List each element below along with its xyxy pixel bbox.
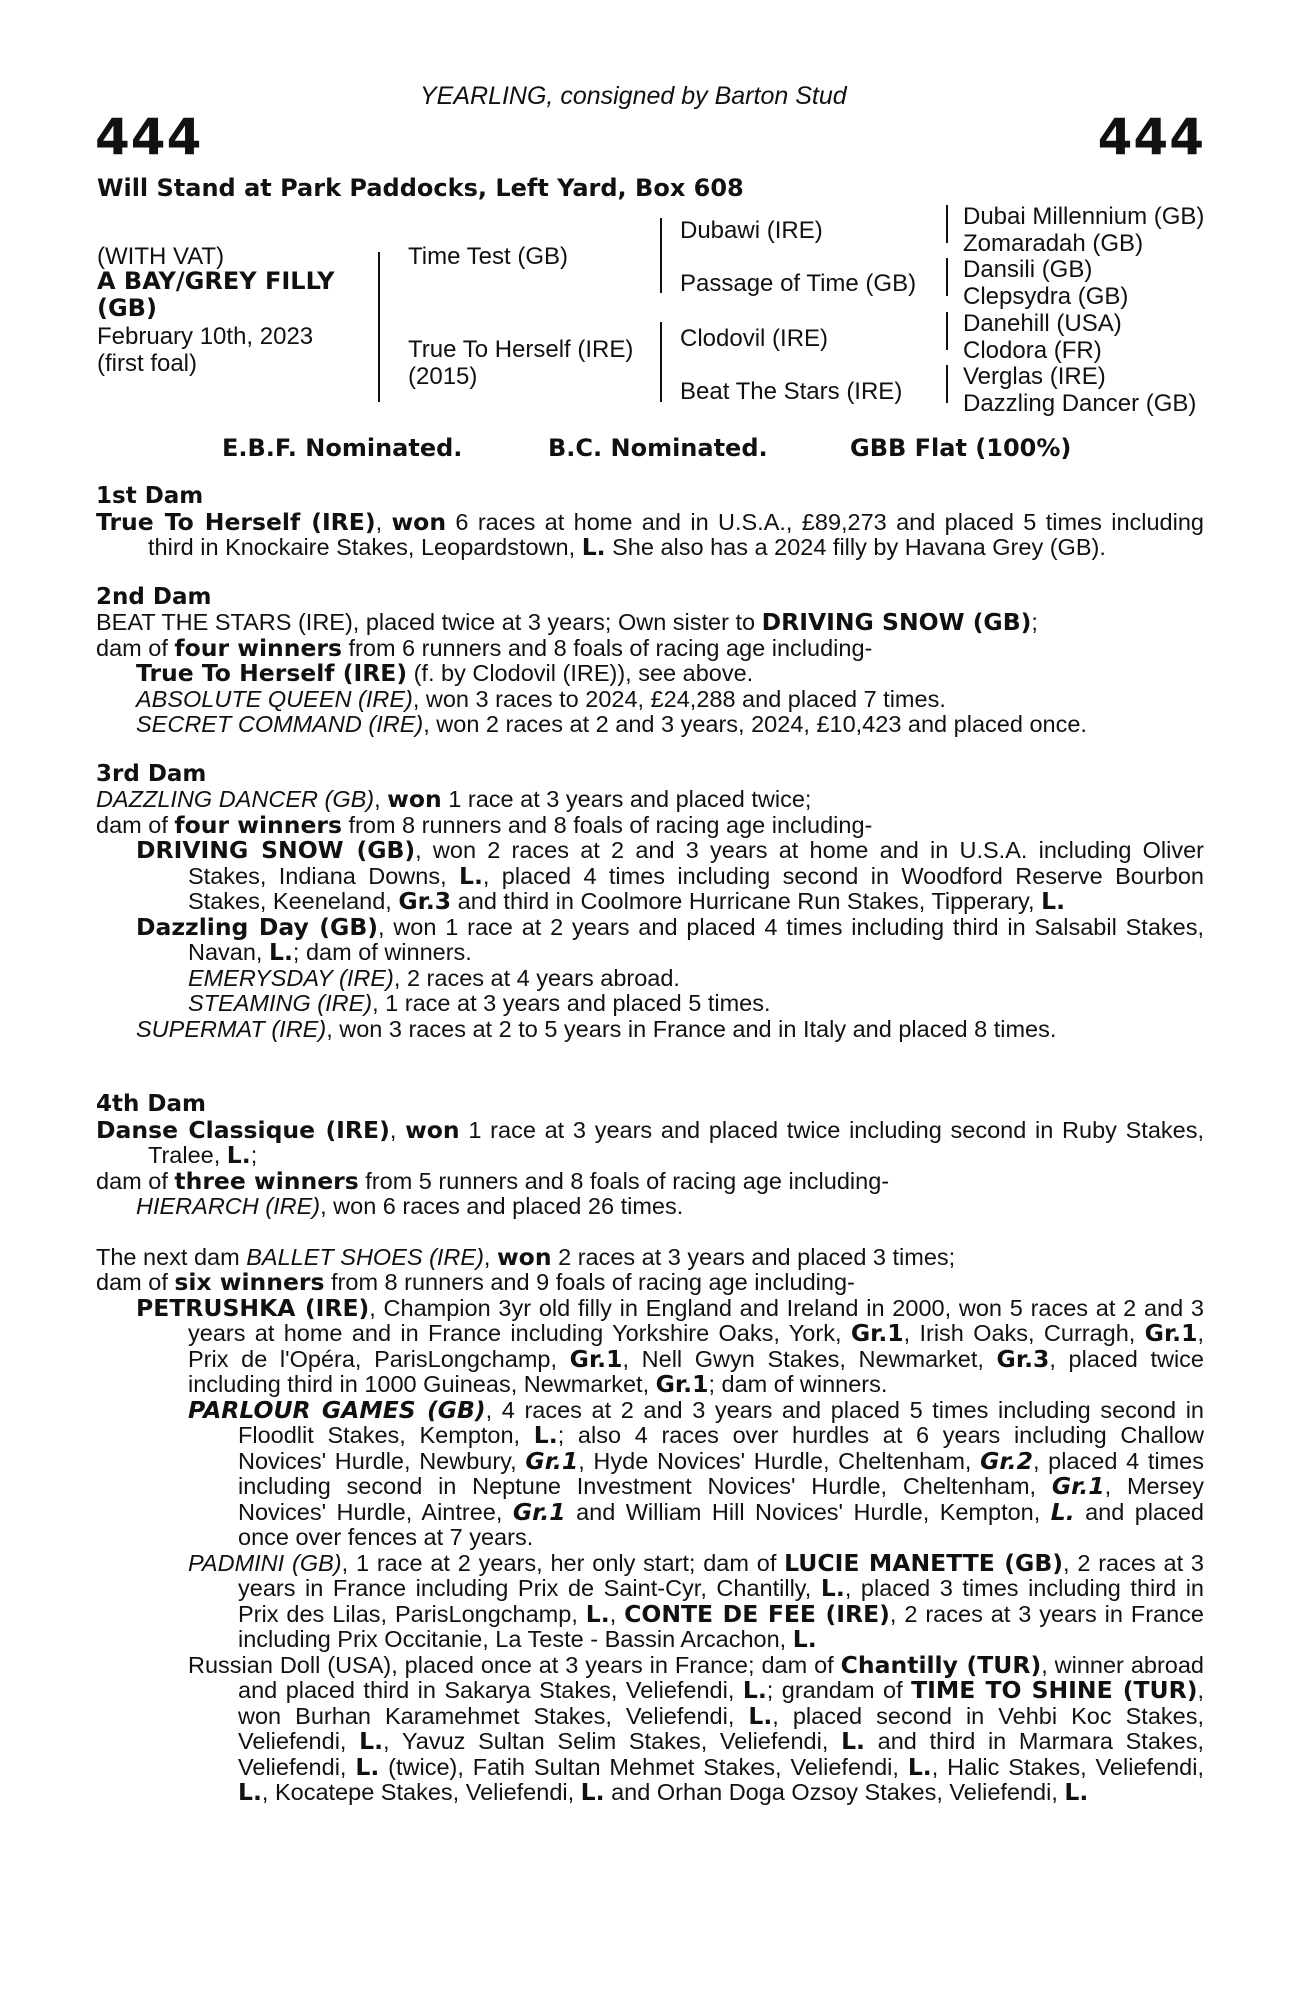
horse-name: True To Herself (IRE): [136, 659, 408, 687]
text-run: , 2 races at 3 years in France including Prix de Saint-Cyr, Chantilly,: [238, 1549, 1204, 1601]
listed-mark: L.: [841, 1727, 865, 1755]
horse-name: A BAY/GREY FILLY: [97, 267, 335, 295]
produce-item: [96, 1017, 1204, 1043]
text-run: , Hyde Novices' Hurdle, Cheltenham,: [578, 1447, 981, 1474]
foaling-date: February 10th, 2023: [97, 323, 314, 350]
text-run: , won 3 races at 2 to 5 years in France and in Italy and placed 8 times.: [326, 1015, 1057, 1042]
listed-mark: L.: [581, 533, 606, 561]
horse-name: DRIVING SNOW (GB): [136, 836, 416, 864]
pedigree-brace-dam: [660, 322, 662, 402]
listed-mark: L.: [533, 1421, 558, 1449]
second-dam-line-2: [96, 633, 1204, 662]
text-run: 6 races at home and in U.S.A., £89,273 and placed 5 times including third in Knockaire Stakes, Leopardstown,: [148, 508, 1204, 560]
lot-number-right: 444: [1097, 108, 1205, 166]
horse-name: LUCIE MANETTE (GB): [784, 1548, 1063, 1577]
gg-dss: Danehill (USA): [963, 310, 1122, 337]
sire-dam: Passage of Time (GB): [680, 270, 917, 297]
produce-item: [96, 712, 1204, 738]
group-mark: Gr.1: [655, 1370, 709, 1398]
text-run: from 5 runners and 8 foals of racing age including-: [358, 1167, 890, 1194]
text-run: The next dam: [96, 1243, 247, 1270]
winners-count: four winners: [174, 633, 342, 662]
text-run: Russian Doll (USA), placed once at 3 years in France; dam of: [188, 1651, 841, 1678]
grand-produce-item: [96, 1650, 1204, 1806]
won-label: won: [496, 1242, 552, 1271]
dam-dam: Beat The Stars (IRE): [680, 378, 903, 405]
fourth-dam-line-1: Danse Classique (IRE), won 1 race at 3 years and placed twice including second in Ruby Stakes, Tralee, L.;: [96, 1115, 1205, 1169]
group-mark: Gr.2: [980, 1446, 1033, 1475]
text-run: , Yavuz Sultan Selim Stakes, Veliefendi,: [383, 1728, 842, 1754]
listed-mark: L.: [1041, 887, 1066, 915]
produce-item: [96, 1194, 1204, 1220]
text-run: dam of: [96, 634, 175, 661]
dam-year: (2015): [408, 363, 478, 390]
produce-item: [96, 1293, 1205, 1398]
text-run: BEAT THE STARS (IRE), placed twice at 3 years; Own sister to: [96, 609, 762, 635]
text-run: 1 race at 3 years and placed twice;: [441, 786, 812, 812]
produce-item: [96, 838, 1204, 915]
text-run: , won Burhan Karamehmet Stakes, Veliefendi,: [238, 1677, 1204, 1729]
text-run: (f. by Clodovil (IRE)), see above.: [407, 660, 754, 686]
text-run: and third in Coolmore Hurricane Run Stakes, Tipperary,: [451, 888, 1042, 914]
text-run: ,: [483, 1243, 497, 1270]
text-run: from 8 runners and 9 foals of racing age including-: [324, 1269, 855, 1295]
text-run: dam of: [96, 1167, 175, 1194]
winners-count: four winners: [174, 810, 342, 839]
text-run: , 1 race at 3 years and placed 5 times.: [372, 990, 771, 1016]
first-dam-paragraph: True To Herself (IRE), won 6 races at home and in U.S.A., £89,273 and placed 5 times including third in Knockaire Stakes, Leopardstown, L. She also has a 2024 filly by Havana Grey (GB).: [96, 507, 1204, 561]
gg-sdd: Clepsydra (GB): [963, 283, 1129, 310]
stand-location: Will Stand at Park Paddocks, Left Yard, Box 608: [97, 174, 744, 202]
text-run: from 6 runners and 8 foals of racing age including-: [342, 634, 873, 661]
text-run: ; dam of winners.: [292, 939, 472, 965]
text-run: , placed twice including third in 1000 Guineas, Newmarket,: [188, 1345, 1204, 1397]
listed-mark: L.: [238, 1778, 262, 1806]
text-run: and William Hill Novices' Hurdle, Kempton,: [565, 1498, 1051, 1525]
next-dam-line-2: [96, 1270, 1204, 1296]
pedigree-brace-sire: [660, 218, 662, 293]
text-run: , won 2 races at 2 and 3 years at home and in U.S.A. including Oliver Stakes, Indiana Downs,: [188, 837, 1204, 889]
third-dam-heading: 3rd Dam: [96, 760, 207, 787]
group-mark: Gr.1: [1144, 1319, 1198, 1347]
listed-mark: L.: [269, 938, 293, 966]
won-label: won: [391, 507, 447, 536]
text-run: ;: [1031, 609, 1038, 635]
dam-name: True To Herself (IRE): [96, 507, 376, 536]
text-run: dam of: [96, 811, 175, 838]
group-mark: Gr.1: [1051, 1472, 1105, 1500]
text-run: , placed second in Vehbi Koc Stakes, Veliefendi,: [238, 1702, 1204, 1754]
text-run: , 1 race at 2 years, her only start; dam of: [341, 1549, 785, 1576]
text-run: ;: [250, 1142, 258, 1168]
grand-produce-item: [96, 1548, 1204, 1653]
text-run: , Mersey Novices' Hurdle, Aintree,: [238, 1473, 1204, 1525]
listed-mark: L.: [226, 1141, 251, 1169]
gg-ssd: Zomaradah (GB): [963, 230, 1144, 257]
horse-name: HIERARCH (IRE): [136, 1193, 321, 1219]
text-run: ; also 4 races over hurdles at 6 years including Challow Novices' Hurdle, Newbury,: [238, 1422, 1204, 1474]
group-mark: Gr.1: [850, 1319, 904, 1347]
text-run: and placed once over fences at 7 years.: [238, 1498, 1204, 1550]
text-run: She also has a 2024 filly by Havana Grey (GB).: [605, 534, 1106, 560]
pedigree-brace-main: [378, 252, 380, 402]
sire: Time Test (GB): [408, 243, 569, 270]
text-run: , Kocatepe Stakes, Veliefendi,: [261, 1779, 581, 1805]
text-run: , placed 4 times including second in Neptune Investment Novices' Hurdle, Cheltenham,: [238, 1447, 1204, 1499]
horse-name: TIME TO SHINE (TUR): [911, 1676, 1198, 1704]
second-dam-heading: 2nd Dam: [96, 583, 212, 610]
horse-country: (GB): [97, 294, 157, 322]
listed-mark: L.: [907, 1752, 932, 1781]
catalogue-body: [96, 484, 1204, 1806]
group-mark: Gr.1: [569, 1344, 623, 1373]
text-run: , won 2 races at 2 and 3 years, 2024, £10,423 and placed once.: [423, 711, 1087, 737]
group-mark: Gr.3: [996, 1344, 1050, 1373]
text-run: ,: [374, 786, 388, 812]
lot-number-left: 444: [95, 108, 203, 166]
horse-name: Danse Classique (IRE): [96, 1115, 390, 1144]
text-run: and third in Marmara Stakes, Veliefendi,: [238, 1728, 1204, 1780]
bc-nomination: B.C. Nominated.: [548, 434, 768, 462]
horse-name: CONTE DE FEE (IRE): [624, 1599, 890, 1628]
text-run: ; dam of winners.: [708, 1371, 888, 1397]
horse-name: PARLOUR GAMES (GB): [188, 1395, 486, 1424]
listed-mark: L.: [1050, 1497, 1075, 1526]
text-run: , won 6 races and placed 26 times.: [320, 1193, 684, 1219]
listed-mark: L.: [359, 1727, 384, 1755]
text-run: and Orhan Doga Ozsoy Stakes, Veliefendi,: [604, 1779, 1065, 1805]
text-run: , Irish Oaks, Curragh,: [903, 1320, 1145, 1346]
horse-name: EMERYSDAY (IRE): [188, 964, 394, 991]
gg-dsd: Clodora (FR): [963, 337, 1102, 364]
horse-name: SUPERMAT (IRE): [136, 1015, 327, 1042]
text-run: , won 3 races to 2024, £24,288 and placed 7 times.: [412, 685, 946, 712]
ebf-nomination: E.B.F. Nominated.: [222, 434, 463, 462]
grand-produce-item: [96, 991, 1204, 1017]
grand-produce-item: [96, 966, 1204, 992]
text-run: , placed 4 times including second in Woodford Reserve Bourbon Stakes, Keeneland,: [188, 862, 1204, 914]
horse-name: PADMINI (GB): [188, 1549, 342, 1576]
pedigree-brace-sd: [946, 258, 948, 296]
horse-name: DRIVING SNOW (GB): [761, 608, 1032, 636]
pedigree-brace-dd: [946, 365, 948, 403]
dam-sire: Clodovil (IRE): [680, 325, 829, 352]
text-run: , placed 3 times including third in Prix des Lilas, ParisLongchamp,: [238, 1575, 1204, 1627]
text-run: , won 1 race at 2 years and placed 4 times including third in Salsabil Stakes, Navan,: [188, 913, 1204, 965]
text-run: , Champion 3yr old filly in England and Ireland in 2000, won 5 races at 2 and 3 years at home and in France including Yorkshire Oaks, York,: [188, 1294, 1205, 1346]
horse-name: ABSOLUTE QUEEN (IRE): [136, 685, 413, 712]
gg-dds: Verglas (IRE): [963, 363, 1106, 390]
won-label: won: [387, 785, 442, 813]
listed-mark: L.: [355, 1752, 380, 1781]
text-run: 2 races at 3 years and placed 3 times;: [551, 1243, 956, 1270]
vat-note: (WITH VAT): [97, 243, 225, 270]
second-dam-line-1: [96, 610, 1204, 636]
foal-note: (first foal): [97, 350, 198, 377]
horse-name: DAZZLING DANCER (GB): [96, 786, 375, 812]
group-mark: Gr.1: [512, 1497, 566, 1526]
text-run: , winner abroad and placed third in Sakarya Stakes, Veliefendi,: [238, 1651, 1204, 1703]
gg-ddd: Dazzling Dancer (GB): [963, 390, 1197, 417]
dam: True To Herself (IRE): [408, 336, 634, 363]
text-run: , Prix de l'Opéra, ParisLongchamp,: [188, 1320, 1204, 1372]
listed-mark: L.: [748, 1701, 773, 1730]
listed-mark: L.: [1064, 1778, 1089, 1806]
listed-mark: L.: [585, 1599, 610, 1628]
horse-name: Chantilly (TUR): [840, 1650, 1042, 1679]
listed-mark: L.: [820, 1574, 845, 1602]
text-run: ; grandam of: [766, 1677, 912, 1703]
fourth-dam-heading: 4th Dam: [96, 1091, 206, 1117]
text-run: , 2 races at 3 years in France including Prix Occitanie, La Teste - Bassin Arcachon,: [238, 1600, 1204, 1652]
text-run: from 8 runners and 8 foals of racing age including-: [342, 811, 873, 838]
next-dam-line-1: [96, 1242, 1204, 1271]
sire-sire: Dubawi (IRE): [680, 217, 823, 244]
subtitle: YEARLING, consigned by Barton Stud: [420, 82, 847, 110]
gbb-flat: GBB Flat (100%): [850, 434, 1072, 462]
pedigree-brace-ss: [946, 205, 948, 243]
listed-mark: L.: [580, 1778, 605, 1806]
text-run: , 4 races at 2 and 3 years and placed 5 times including second in Floodlit Stakes, Kempton,: [238, 1396, 1204, 1448]
horse-name: Dazzling Day (GB): [136, 912, 378, 941]
horse-name: SECRET COMMAND (IRE): [136, 711, 424, 737]
won-label: won: [405, 1115, 460, 1144]
group-mark: Gr.1: [525, 1446, 579, 1475]
horse-name: PETRUSHKA (IRE): [136, 1293, 370, 1322]
horse-name: BALLET SHOES (IRE): [246, 1243, 484, 1270]
first-dam-heading: 1st Dam: [96, 483, 204, 509]
text-run: , Halic Stakes, Veliefendi,: [931, 1753, 1204, 1780]
text-run: 1 race at 3 years and placed twice including second in Ruby Stakes, Tralee,: [148, 1116, 1205, 1168]
group-mark: Gr.3: [398, 887, 452, 915]
grand-produce-item: [96, 1395, 1204, 1551]
text-run: (twice), Fatih Sultan Mehmet Stakes, Veliefendi,: [379, 1753, 908, 1780]
gg-sss: Dubai Millennium (GB): [963, 203, 1205, 230]
listed-mark: L.: [792, 1625, 817, 1653]
text-run: dam of: [96, 1269, 175, 1295]
third-dam-line-2: [96, 810, 1204, 839]
horse-name: STEAMING (IRE): [188, 990, 373, 1016]
produce-item: [96, 912, 1204, 966]
listed-mark: L.: [742, 1676, 767, 1704]
third-dam-line-1: [96, 787, 1204, 813]
produce-item: [96, 661, 1204, 687]
produce-item: [96, 687, 1204, 713]
winners-count: three winners: [174, 1166, 359, 1195]
fourth-dam-line-2: [96, 1166, 1204, 1195]
pedigree-brace-ds: [946, 312, 948, 350]
listed-mark: L.: [458, 861, 483, 890]
text-run: , Nell Gwyn Stakes, Newmarket,: [622, 1345, 997, 1372]
text-run: ,: [609, 1600, 625, 1627]
winners-count: six winners: [174, 1268, 325, 1296]
text-run: , 2 races at 4 years abroad.: [393, 964, 680, 991]
gg-sds: Dansili (GB): [963, 256, 1093, 283]
